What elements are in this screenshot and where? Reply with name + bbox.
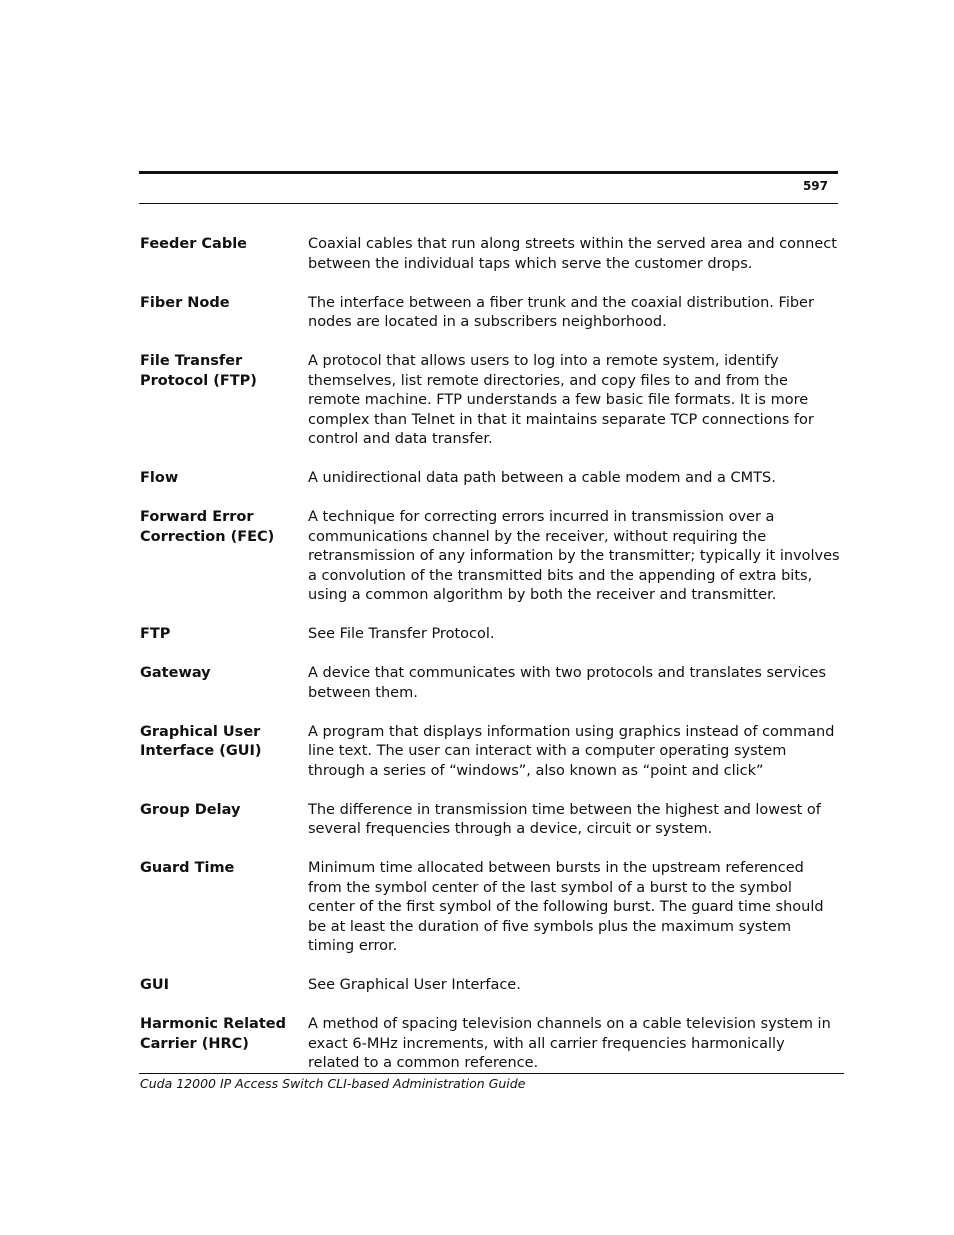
glossary-term: Fiber Node xyxy=(140,294,230,311)
glossary-entry xyxy=(140,235,840,274)
glossary-entry xyxy=(140,1015,840,1074)
glossary-term: File Transfer Protocol (FTP) xyxy=(140,353,257,389)
glossary-definition: The interface between a fiber trunk and the coaxial distribution. Fiber nodes are located in a subscribers neighborhood. xyxy=(308,294,814,330)
glossary-entry xyxy=(140,469,840,489)
glossary-entry xyxy=(140,723,840,782)
glossary-term: Feeder Cable xyxy=(140,236,248,252)
glossary-definition: A technique for correcting errors incurred in transmission over a communications channel by the receiver, without requiring the retransmission of any information by the transmitter; typically it involves a convolution of the transmitted bits and the appending of extra bits, using a common algorithm by both the receiver and transmitter. xyxy=(308,509,840,603)
page-number: 597 xyxy=(802,179,828,193)
glossary-definition: A unidirectional data path between a cable modem and a CMTS. xyxy=(308,470,776,486)
glossary-term: FTP xyxy=(140,626,171,642)
glossary-term: Forward Error Correction (FEC) xyxy=(140,509,275,545)
glossary-entry xyxy=(140,859,840,957)
glossary-entry xyxy=(140,625,840,645)
header-bottom-rule xyxy=(139,203,838,204)
glossary-entry xyxy=(140,294,840,333)
glossary-definition: Coaxial cables that run along streets within the served area and connect between the individual taps which serve the customer drops. xyxy=(308,236,837,272)
glossary-term: Gateway xyxy=(140,665,211,681)
glossary-entry xyxy=(140,664,840,703)
footer-rule xyxy=(139,1073,844,1074)
glossary-definition: See Graphical User Interface. xyxy=(308,977,521,993)
glossary-term: Guard Time xyxy=(140,860,235,876)
glossary-definition: A protocol that allows users to log into a remote system, identify themselves, list remote directories, and copy files to and from the remote machine. FTP understands a few basic file formats. It is more complex than Telnet in that it maintains separate TCP connections for control and data transfer. xyxy=(308,353,814,447)
glossary-definition: The difference in transmission time between the highest and lowest of several frequencies through a device, circuit or system. xyxy=(308,801,821,837)
glossary-term: Flow xyxy=(140,470,179,486)
glossary-definition: Minimum time allocated between bursts in the upstream referenced from the symbol center of the last symbol of a burst to the symbol center of the first symbol of the following burst. The guard time should be at least the duration of five symbols plus the maximum system timing error. xyxy=(308,860,824,954)
glossary-definition: See File Transfer Protocol. xyxy=(308,626,495,642)
glossary-term: Harmonic Related Carrier (HRC) xyxy=(140,1016,286,1052)
glossary-term: Graphical User Interface (GUI) xyxy=(140,723,262,759)
glossary-entry xyxy=(140,508,840,606)
glossary-entry xyxy=(140,976,840,996)
glossary-definition: A program that displays information using graphics instead of command line text. The user can interact with a computer operating system through a series of “windows”, also known as “point and click” xyxy=(308,723,835,779)
glossary-definition: A device that communicates with two protocols and translates services between them. xyxy=(308,665,826,701)
glossary-entry xyxy=(140,352,840,450)
footer-document-title: Cuda 12000 IP Access Switch CLI-based Administration Guide xyxy=(140,1076,526,1091)
glossary-term: Group Delay xyxy=(140,801,241,818)
glossary-list xyxy=(140,235,840,1093)
glossary-definition: A method of spacing television channels on a cable television system in exact 6-MHz increments, with all carrier frequencies harmonically related to a common reference. xyxy=(308,1016,831,1071)
header-top-rule xyxy=(139,171,838,174)
glossary-entry xyxy=(140,801,840,840)
glossary-term: GUI xyxy=(140,977,170,993)
